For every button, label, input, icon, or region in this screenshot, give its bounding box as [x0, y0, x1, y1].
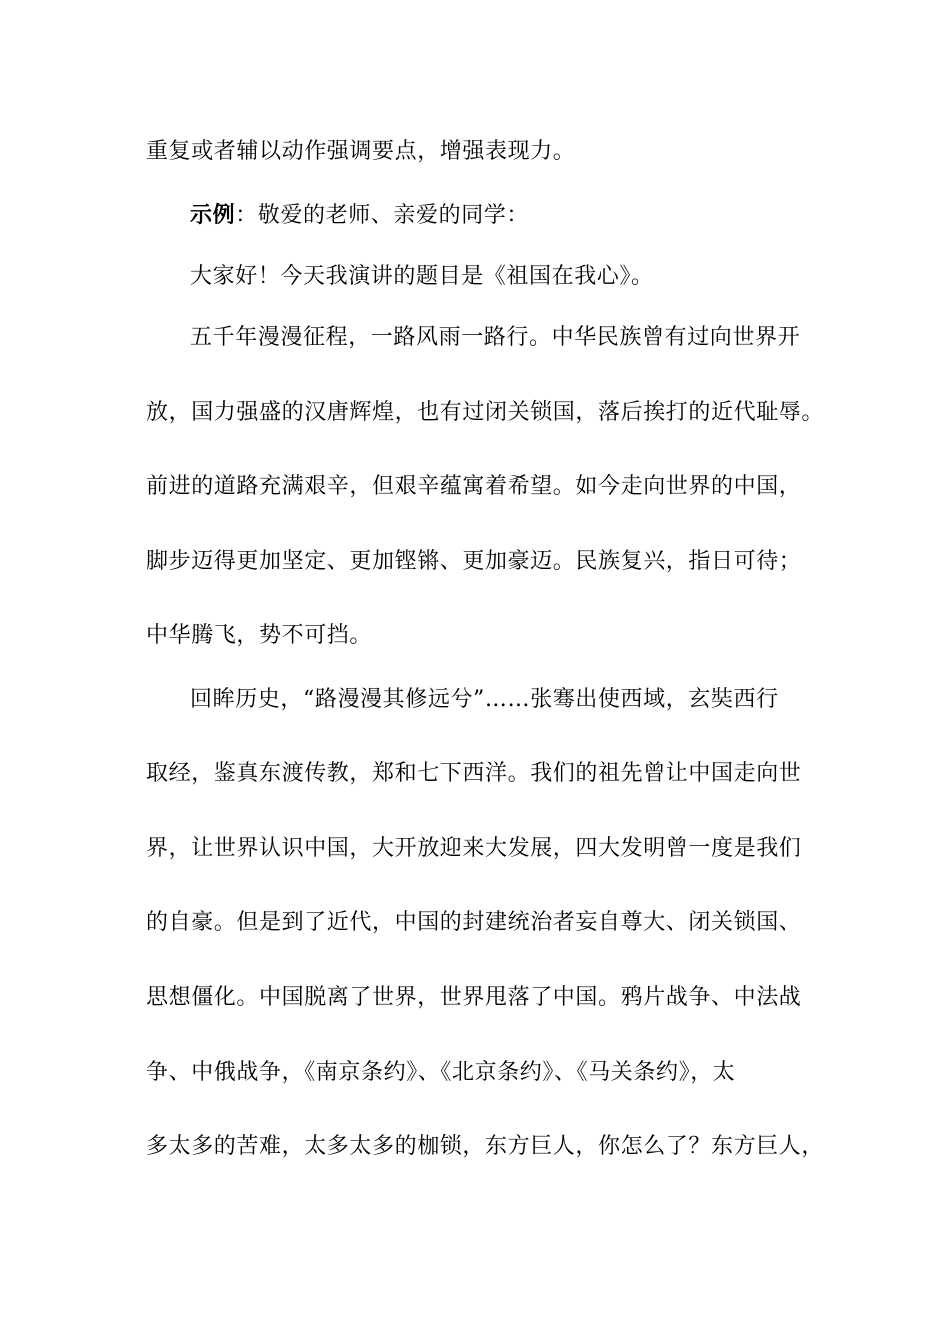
example-text: ：敬爱的老师、亲爱的同学： [235, 203, 530, 228]
paragraph-line: 回眸历史，“路漫漫其修远兮”……张骞出使西域，玄奘西行 [190, 687, 779, 712]
paragraph-line: 中华腾飞，势不可挡。 [146, 623, 373, 648]
paragraph-line: 重复或者辅以动作强调要点，增强表现力。 [146, 139, 576, 164]
paragraph-line: 思想僵化。中国脱离了世界，世界甩落了中国。鸦片战争、中法战 [146, 985, 802, 1010]
paragraph-line: 五千年漫漫征程，一路风雨一路行。中华民族曾有过向世界开 [190, 325, 801, 350]
paragraph-line: 的自豪。但是到了近代，中国的封建统治者妄自尊大、闭关锁国、 [146, 910, 802, 935]
paragraph-line: 前进的道路充满艰辛，但艰辛蕴寓着希望。如今走向世界的中国， [146, 474, 802, 499]
paragraph-line: 放，国力强盛的汉唐辉煌，也有过闭关锁国，落后挨打的近代耻辱。 [146, 400, 825, 425]
paragraph-line: 取经，鉴真东渡传教，郑和七下西洋。我们的祖先曾让中国走向世 [146, 761, 802, 786]
paragraph-line: 多太多的苦难，太多太多的枷锁，东方巨人，你怎么了？东方巨人， [146, 1134, 825, 1159]
paragraph-line: 界，让世界认识中国，大开放迎来大发展，四大发明曾一度是我们 [146, 836, 802, 861]
paragraph-line: 脚步迈得更加坚定、更加铿锵、更加豪迈。民族复兴，指日可待； [146, 549, 802, 574]
greeting-line: 大家好！今天我演讲的题目是《祖国在我心》。 [190, 264, 654, 289]
example-label: 示例 [190, 202, 236, 228]
paragraph-line: 争、中俄战争，《南京条约》、《北京条约》、《马关条约》，太 [146, 1060, 736, 1085]
example-line [190, 200, 836, 231]
